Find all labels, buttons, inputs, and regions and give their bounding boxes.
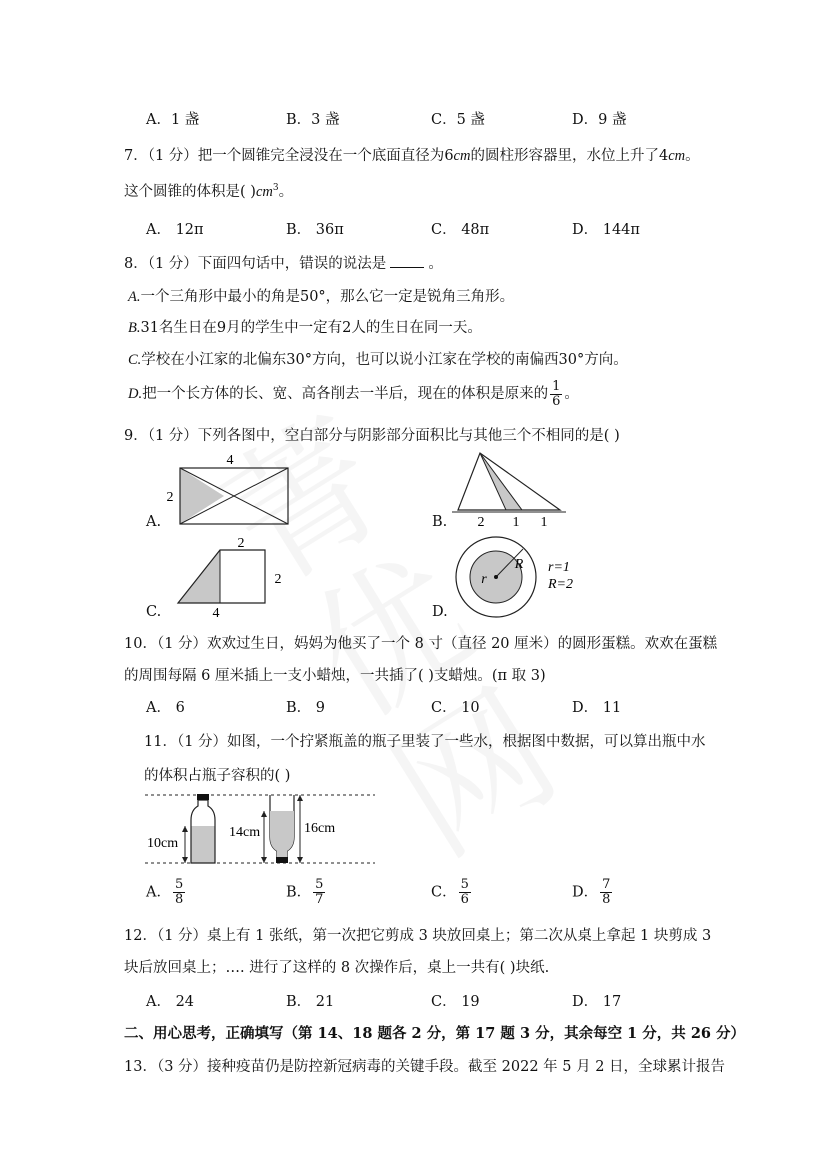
q11-bottles-figure xyxy=(140,790,380,870)
q10-option-c: C． 10 xyxy=(431,700,480,716)
figB-base-label-1: 2 xyxy=(477,515,485,530)
q7-stem-line1: 7．（1 分）把一个圆锥完全浸没在一个底面直径为6cm的圆柱形容器里，水位上升了4cm。 xyxy=(124,148,700,164)
q8-item-c: C.学校在小江家的北偏东30°方向，也可以说小江家在学校的南偏西30°方向。 xyxy=(128,352,628,368)
q9-figure-d xyxy=(455,535,605,625)
q7-option-a: A． 12π xyxy=(146,222,204,238)
bottle2-cap xyxy=(276,857,288,863)
q9-figure-a xyxy=(160,452,300,532)
q8-item-d: D.把一个长方体的长、宽、高各削去一半后，现在的体积是原来的 $\frac{1}{6}$ 。 xyxy=(128,378,579,409)
q13-stem: 13．（3 分）接种疫苗仍是防控新冠病毒的关键手段。截至 2022 年 5 月 2 日，全球累计报告 xyxy=(124,1059,726,1075)
q12-option-a: A． 24 xyxy=(146,994,195,1010)
figB-base-label-2: 1 xyxy=(512,515,520,530)
q11-height-10cm: 10cm xyxy=(147,836,179,851)
q11-option-c: C． $\frac{5}{6}$ xyxy=(431,877,469,907)
figB-base-label-3: 1 xyxy=(540,515,548,530)
section-2-heading: 二、用心思考，正确填写（第 14、18 题各 2 分，第 17 题 3 分，其余每空 1 分，共 26 分） xyxy=(124,1025,746,1042)
figD-R-label: R xyxy=(514,557,524,572)
q8-answer-blank[interactable] xyxy=(390,267,424,268)
q9-label-c: C. xyxy=(146,604,162,620)
q11-option-b: B． $\frac{5}{7}$ xyxy=(286,877,324,907)
q9-figure-b xyxy=(450,450,580,530)
q12-option-b: B． 21 xyxy=(286,994,335,1010)
q11-height-16cm: 16cm xyxy=(304,821,336,836)
q12-option-c: C． 19 xyxy=(431,994,480,1010)
q9-label-b: B. xyxy=(432,514,448,530)
q6-option-c: C．5 盏 xyxy=(431,112,485,128)
q10-stem-line1: 10．（1 分）欢欢过生日，妈妈为他买了一个 8 寸（直径 20 厘米）的圆形蛋糕。欢欢在蛋糕 xyxy=(124,636,718,652)
q9-label-d: D. xyxy=(432,604,448,620)
figD-legend-r: r=1 xyxy=(548,560,570,575)
q11-stem-line1: 11．（1 分）如图，一个拧紧瓶盖的瓶子里装了一些水，根据图中数据，可以算出瓶中水 xyxy=(144,734,706,750)
q11-stem-line2: 的体积占瓶子容积的( ) xyxy=(144,768,291,784)
q9-figure-c xyxy=(170,535,300,625)
q12-stem-line1: 12．（1 分）桌上有 1 张纸，第一次把它剪成 3 块放回桌上；第二次从桌上拿起 1 块剪成 3 xyxy=(124,928,712,944)
q10-option-d: D． 11 xyxy=(572,700,622,716)
q7-option-d: D． 144π xyxy=(572,222,640,238)
figD-legend-R: R=2 xyxy=(548,577,573,592)
q12-stem-line2: 块后放回桌上；…. 进行了这样的 8 次操作后，桌上一共有( )块纸. xyxy=(124,960,550,976)
q11-option-d: D． $\frac{7}{8}$ xyxy=(572,877,611,907)
q9-stem: 9．（1 分）下列各图中，空白部分与阴影部分面积比与其他三个不相同的是( ) xyxy=(124,428,620,444)
figD-r-label: r xyxy=(481,572,487,587)
bottle2-water xyxy=(270,811,294,857)
figC-top-label: 2 xyxy=(237,536,245,551)
q7-option-c: C． 48π xyxy=(431,222,490,238)
q6-option-b: B．3 盏 xyxy=(286,112,340,128)
q8-item-b: B.31名生日在9月的学生中一定有2人的生日在同一天。 xyxy=(128,320,482,336)
bottle1-water xyxy=(191,826,215,863)
q7-stem-line2: 这个圆锥的体积是( )$cm^3$。 xyxy=(124,183,294,200)
figC-right-label: 2 xyxy=(274,572,282,587)
q7-option-b: B． 36π xyxy=(286,222,344,238)
q10-option-a: A． 6 xyxy=(146,700,185,716)
q10-option-b: B． 9 xyxy=(286,700,325,716)
q11-height-14cm: 14cm xyxy=(229,825,261,840)
figA-top-label: 4 xyxy=(226,453,234,468)
q12-option-d: D． 17 xyxy=(572,994,622,1010)
q8-item-a: A.一个三角形中最小的角是50°，那么它一定是锐角三角形。 xyxy=(128,289,515,305)
bottle1-cap xyxy=(197,794,209,800)
q11-option-a: A． $\frac{5}{8}$ xyxy=(146,877,184,907)
q8-fraction: $\frac{1}{6}$ xyxy=(552,378,561,409)
q8-stem: 8．（1 分）下面四句话中，错误的说法是 。 xyxy=(124,256,443,272)
q9-label-a: A. xyxy=(146,514,162,530)
q10-stem-line2: 的周围每隔 6 厘米插上一支小蜡烛，一共插了( )支蜡烛。(π 取 3) xyxy=(124,668,546,684)
q6-option-a: A．1 盏 xyxy=(146,112,200,128)
q6-option-d: D．9 盏 xyxy=(572,112,627,128)
figA-left-label: 2 xyxy=(166,490,174,505)
figA-shaded-triangle xyxy=(180,468,224,524)
figC-bottom-label: 4 xyxy=(212,606,220,621)
